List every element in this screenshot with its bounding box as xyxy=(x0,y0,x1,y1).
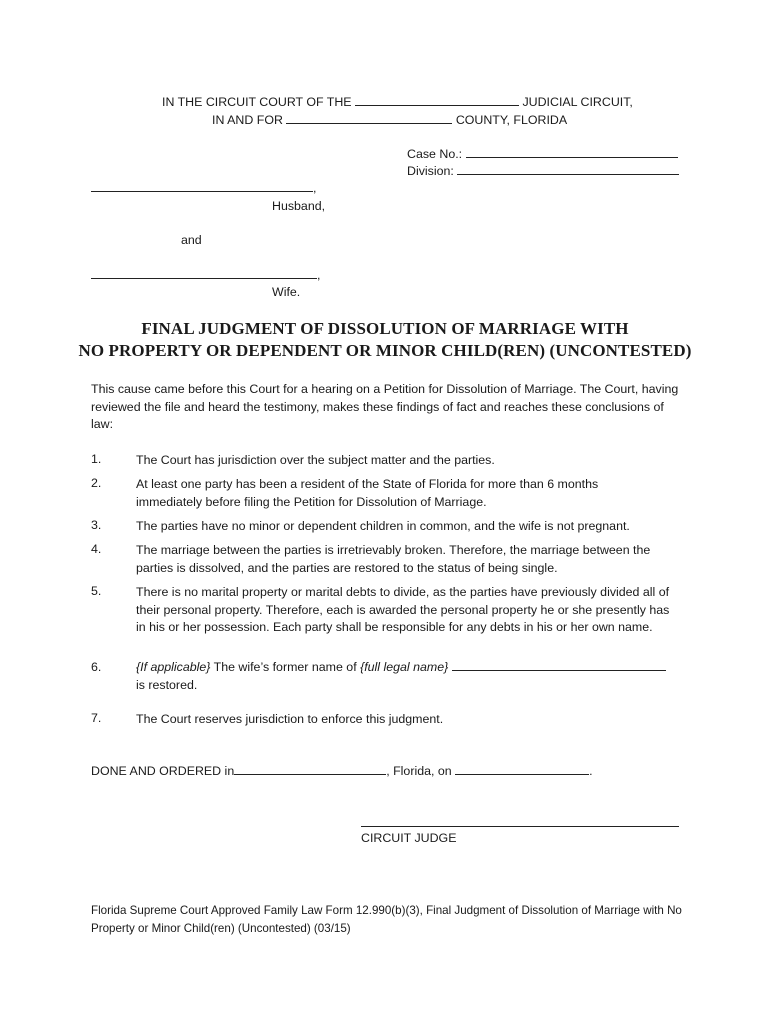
done-middle: , Florida, on xyxy=(386,764,452,778)
circuit-judge-label: CIRCUIT JUDGE xyxy=(361,831,457,845)
case-no-blank[interactable] xyxy=(466,156,678,158)
county-blank[interactable] xyxy=(286,122,452,124)
intro-paragraph: This cause came before this Court for a hearing on a Petition for Dissolution of Marriage. The Court, having reviewed the file and heard the testimony, makes these findings of fact and reaches these conclusions of law: xyxy=(91,382,679,431)
finding-6-line xyxy=(136,660,666,674)
finding-1-number: 1. xyxy=(91,452,102,466)
finding-2-text: At least one party has been a resident of the State of Florida for more than 6 months immediately before filing the Petition for Dissolution of Marriage. xyxy=(136,477,599,509)
county-suffix: COUNTY, FLORIDA xyxy=(455,113,568,127)
judge-signature-line[interactable] xyxy=(361,826,679,827)
husband-label: Husband, xyxy=(272,199,326,213)
full-legal-name-note: {full legal name} xyxy=(360,660,449,674)
case-no-line xyxy=(407,147,678,161)
division-blank[interactable] xyxy=(457,173,679,175)
title-line-1: FINAL JUDGMENT OF DISSOLUTION OF MARRIAGE WITH xyxy=(141,319,629,338)
division-line xyxy=(407,164,679,178)
location-blank[interactable] xyxy=(234,773,386,775)
finding-5-text: There is no marital property or marital debts to divide, as the parties have previously divided all of their personal property. Therefore, each is awarded the personal property he or she presently has in his or her possession. Each party shall be responsible for any debts in his or her own name. xyxy=(136,585,670,634)
husband-name-line xyxy=(91,181,316,195)
circuit-blank[interactable] xyxy=(355,104,519,106)
finding-6-number: 6. xyxy=(91,660,102,674)
if-applicable-note: {If applicable} xyxy=(136,660,211,674)
finding-6-restored: is restored. xyxy=(136,678,198,692)
division-label: Division: xyxy=(407,164,454,178)
finding-2-number: 2. xyxy=(91,476,102,490)
husband-name-blank[interactable] xyxy=(91,190,313,192)
former-name-text: The wife’s former name of xyxy=(210,660,361,674)
done-and-ordered-line xyxy=(91,764,593,778)
finding-1-text: The Court has jurisdiction over the subject matter and the parties. xyxy=(136,453,495,467)
wife-name-blank[interactable] xyxy=(91,277,317,279)
finding-7-number: 7. xyxy=(91,711,102,725)
county-prefix: IN AND FOR xyxy=(212,113,283,127)
former-name-blank[interactable] xyxy=(452,669,666,671)
finding-5-number: 5. xyxy=(91,584,102,598)
wife-comma: , xyxy=(317,268,321,282)
court-prefix: IN THE CIRCUIT COURT OF THE xyxy=(162,95,352,109)
county-line xyxy=(212,113,567,127)
finding-3-text: The parties have no minor or dependent children in common, and the wife is not pregnant. xyxy=(136,519,630,533)
title-line-2: NO PROPERTY OR DEPENDENT OR MINOR CHILD(REN) (UNCONTESTED) xyxy=(78,341,692,360)
done-prefix: DONE AND ORDERED in xyxy=(91,764,235,778)
done-end: . xyxy=(589,764,593,778)
wife-label: Wife. xyxy=(272,285,301,299)
wife-name-line xyxy=(91,268,320,282)
and-label: and xyxy=(181,233,202,247)
form-footer: Florida Supreme Court Approved Family Law Form 12.990(b)(3), Final Judgment of Dissolution of Marriage with No Property or Minor Child(ren) (Uncontested) (03/15) xyxy=(91,904,682,935)
finding-3-number: 3. xyxy=(91,518,102,532)
finding-7-text: The Court reserves jurisdiction to enforce this judgment. xyxy=(136,712,444,726)
finding-4-text: The marriage between the parties is irretrievably broken. Therefore, the marriage between the parties is dissolved, and the parties are restored to the status of being single. xyxy=(136,543,651,575)
case-no-label: Case No.: xyxy=(407,147,463,161)
court-circuit-line xyxy=(162,95,633,109)
finding-4-number: 4. xyxy=(91,542,102,556)
court-suffix: JUDICIAL CIRCUIT, xyxy=(522,95,633,109)
husband-comma: , xyxy=(313,181,317,195)
date-blank[interactable] xyxy=(455,773,589,775)
